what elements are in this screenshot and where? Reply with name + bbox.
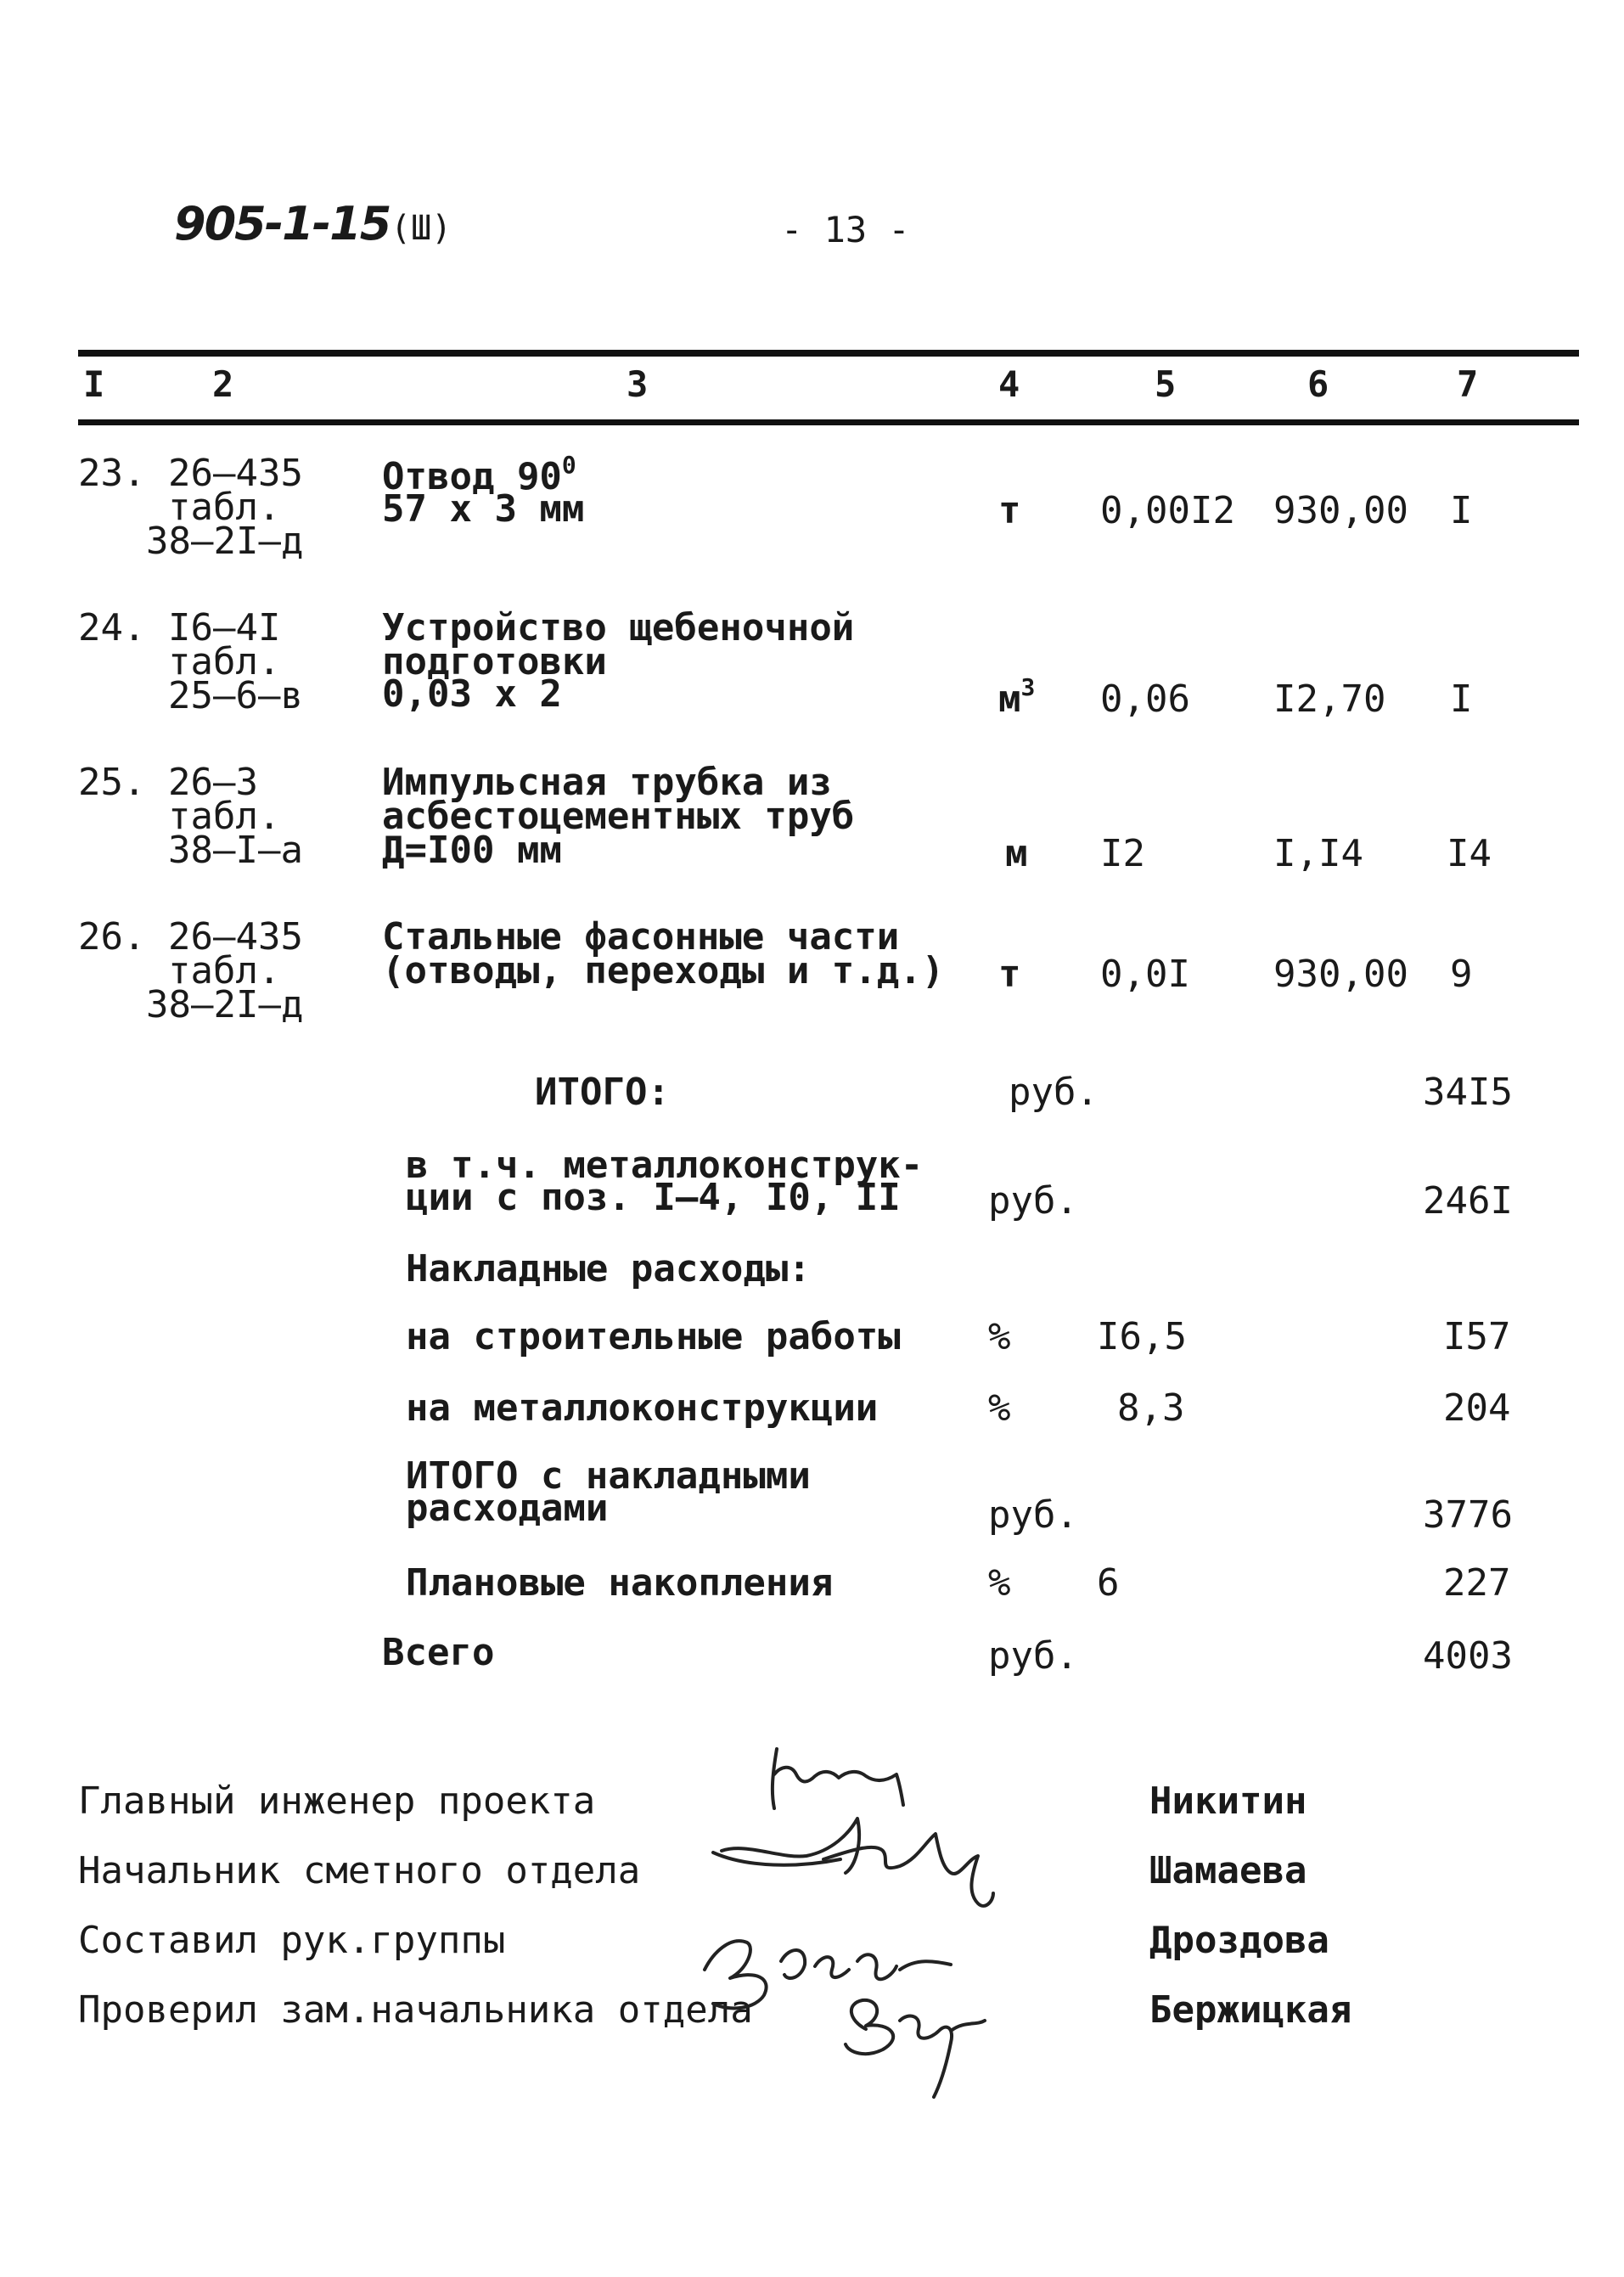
- summary-label: на строительные работы: [406, 1315, 901, 1358]
- column-header-6: 6: [1307, 363, 1329, 405]
- row-name: 0,03 х 2: [382, 672, 562, 716]
- row-name: (отводы, переходы и т.д.): [382, 949, 945, 992]
- row-code: I6–4I: [168, 606, 281, 649]
- summary-total: 34I5: [1423, 1071, 1513, 1114]
- staff-name: Бержицкая: [1149, 1988, 1352, 2032]
- column-header-2: 2: [212, 363, 234, 405]
- row-name: Устройство щебеночной: [382, 606, 855, 649]
- summary-value: 8,3: [1117, 1386, 1185, 1430]
- column-header-3: 3: [627, 363, 649, 405]
- staff-role: Начальник сметного отдела: [78, 1849, 641, 1892]
- summary-total: 227: [1443, 1561, 1511, 1605]
- column-header-1: I: [83, 363, 105, 405]
- row-number: 25.: [78, 761, 146, 804]
- document-code: 905-1-15: [174, 197, 391, 250]
- row-number: 24.: [78, 606, 146, 649]
- summary-total: 3776: [1423, 1493, 1513, 1537]
- summary-label: Всего: [382, 1631, 495, 1674]
- summary-unit: руб.: [988, 1179, 1078, 1223]
- summary-unit: руб.: [988, 1634, 1078, 1678]
- summary-value: I6,5: [1097, 1315, 1187, 1358]
- summary-unit: %: [988, 1315, 1011, 1358]
- row-code: 38–2I–д: [146, 983, 304, 1026]
- column-header-7: 7: [1457, 363, 1479, 405]
- summary-label: Плановые накопления: [406, 1561, 834, 1605]
- summary-label: расходами: [406, 1487, 609, 1530]
- row-price: 930,00: [1273, 953, 1408, 996]
- row-quantity: 0,06: [1100, 677, 1190, 721]
- row-code: 38–2I–д: [146, 520, 304, 563]
- row-code: 26–435: [168, 452, 303, 495]
- summary-label: в т.ч. металлоконструк-: [406, 1144, 924, 1187]
- summary-total: 246I: [1423, 1179, 1513, 1223]
- row-code: 25–6–в: [168, 674, 303, 717]
- row-code: 26–3: [168, 761, 258, 804]
- summary-label: ИТОГО с накладными: [406, 1454, 811, 1498]
- row-unit: т: [998, 489, 1021, 532]
- page-number: - 13 -: [781, 209, 910, 250]
- row-code: табл.: [168, 486, 281, 529]
- row-code: табл.: [168, 795, 281, 838]
- row-unit: м: [1005, 832, 1028, 875]
- summary-label: на металлоконструкции: [406, 1386, 879, 1430]
- row-unit: $м^3$: [998, 673, 1036, 721]
- column-header-4: 4: [998, 363, 1020, 405]
- row-quantity: 0,00I2: [1100, 489, 1235, 532]
- row-quantity: 0,0I: [1100, 953, 1190, 996]
- row-total: I4: [1447, 832, 1492, 875]
- row-name: Д=I00 мм: [382, 829, 562, 872]
- summary-unit: руб.: [1009, 1071, 1099, 1114]
- table-top-rule: [78, 350, 1579, 357]
- row-name: асбестоцементных труб: [382, 795, 855, 838]
- summary-value: 6: [1097, 1561, 1120, 1605]
- summary-label: ции с поз. I–4, I0, II: [406, 1176, 901, 1219]
- row-price: 930,00: [1273, 489, 1408, 532]
- staff-name: Никитин: [1149, 1779, 1307, 1823]
- row-name: Импульсная трубка из: [382, 761, 832, 804]
- row-code: 26–435: [168, 915, 303, 959]
- row-number: 26.: [78, 915, 146, 959]
- row-total: I: [1450, 489, 1473, 532]
- summary-unit: %: [988, 1386, 1011, 1430]
- handwritten-signatures: [696, 1723, 1087, 2114]
- row-total: I: [1450, 677, 1473, 721]
- summary-label: ИТОГО:: [535, 1071, 670, 1114]
- summary-total: 4003: [1423, 1634, 1513, 1678]
- row-name: Отвод $90^0$: [382, 451, 576, 498]
- row-unit: т: [998, 953, 1021, 996]
- staff-role: Главный инженер проекта: [78, 1779, 596, 1823]
- column-header-5: 5: [1155, 363, 1177, 405]
- staff-role: Составил рук.группы: [78, 1919, 506, 1962]
- row-total: 9: [1450, 953, 1473, 996]
- row-code: табл.: [168, 949, 281, 992]
- summary-total: I57: [1443, 1315, 1511, 1358]
- row-name: подготовки: [382, 640, 607, 683]
- staff-name: Дроздова: [1149, 1919, 1329, 1962]
- summary-unit: руб.: [988, 1493, 1078, 1537]
- row-name: 57 х 3 мм: [382, 487, 585, 531]
- row-number: 23.: [78, 452, 146, 495]
- staff-role: Проверил зам.начальника отдела: [78, 1988, 753, 2032]
- staff-name: Шамаева: [1149, 1849, 1307, 1892]
- row-code: 38–I–а: [168, 829, 303, 872]
- row-name: Стальные фасонные части: [382, 915, 900, 959]
- document-code-suffix: (Ш): [391, 209, 452, 248]
- row-quantity: I2: [1100, 832, 1145, 875]
- row-price: I2,70: [1273, 677, 1386, 721]
- row-price: I,I4: [1273, 832, 1363, 875]
- table-header-rule: [78, 419, 1579, 425]
- summary-total: 204: [1443, 1386, 1511, 1430]
- summary-label: Накладные расходы:: [406, 1247, 811, 1290]
- row-code: табл.: [168, 640, 281, 683]
- summary-unit: %: [988, 1561, 1011, 1605]
